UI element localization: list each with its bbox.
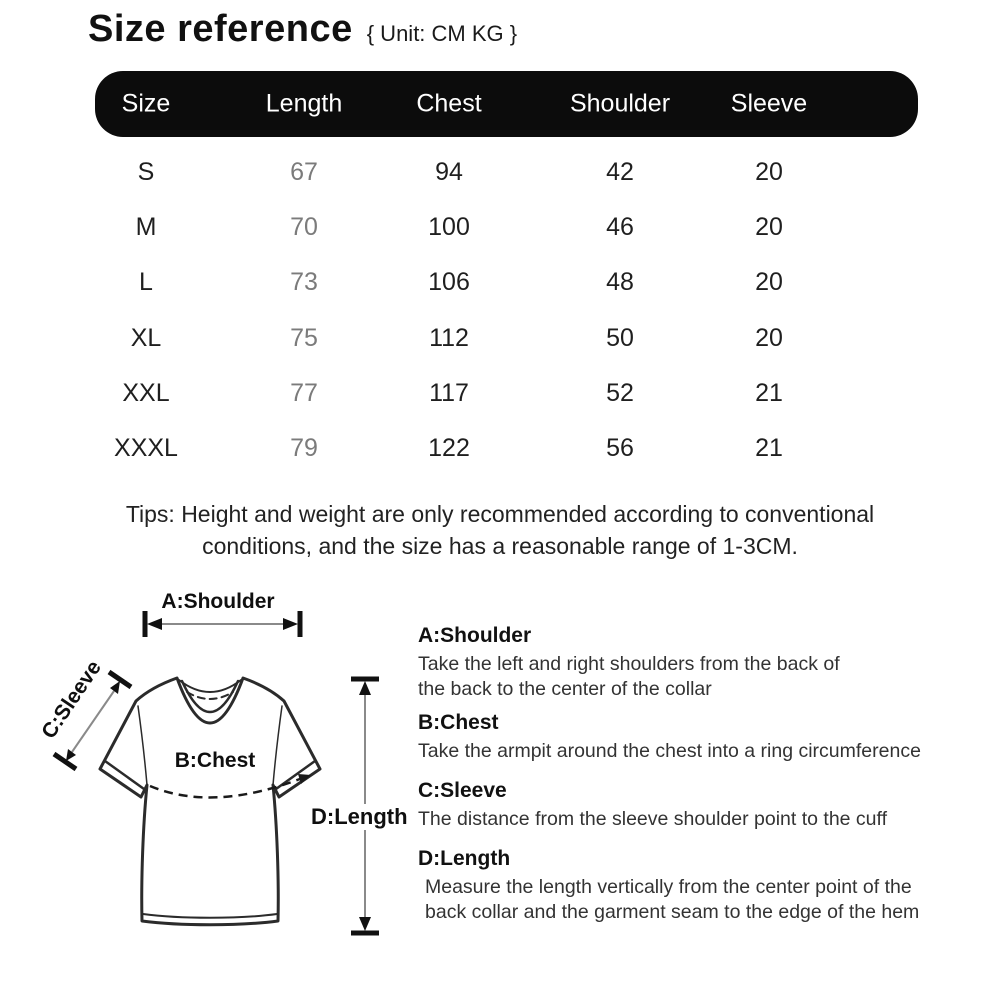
guide-desc-line: back collar and the garment seam to the edge of the hem bbox=[425, 901, 920, 923]
cell-size: XL bbox=[130, 324, 162, 352]
guide-heading: D:Length bbox=[418, 847, 511, 870]
cell-length: 73 bbox=[290, 268, 318, 296]
cell-chest: 94 bbox=[435, 158, 463, 186]
tshirt-outline bbox=[100, 678, 320, 925]
table-row bbox=[0, 152, 1000, 192]
cell-length: 67 bbox=[290, 158, 318, 186]
cell-chest: 117 bbox=[429, 379, 469, 407]
guide-desc-line: Take the left and right shoulders from the back of bbox=[418, 653, 840, 675]
cell-shoulder: 52 bbox=[606, 379, 634, 407]
guide-desc-line: Take the armpit around the chest into a ring circumference bbox=[418, 740, 921, 762]
table-row bbox=[0, 428, 1000, 468]
table-row bbox=[0, 262, 1000, 302]
cell-chest: 122 bbox=[428, 434, 470, 462]
header-cell-sleeve: Sleeve bbox=[730, 89, 808, 118]
cell-chest: 106 bbox=[428, 268, 470, 296]
cell-length: 75 bbox=[290, 324, 318, 352]
cell-size: L bbox=[139, 268, 153, 296]
unit-label: { Unit: CM KG } bbox=[366, 21, 518, 46]
guide-section-chest bbox=[418, 711, 978, 764]
tips-text-line1: Tips: Height and weight are only recommended according to conventional bbox=[125, 501, 875, 527]
cell-shoulder: 46 bbox=[606, 213, 634, 241]
page-title: Size reference bbox=[88, 8, 353, 50]
diagram-chest-label: B:Chest bbox=[174, 749, 256, 772]
cell-sleeve: 20 bbox=[755, 213, 783, 241]
page-title-row bbox=[88, 8, 517, 51]
diagram-length-label: D:Length bbox=[311, 804, 408, 829]
guide-section-shoulder bbox=[418, 624, 978, 702]
diagram-shoulder-label: A:Shoulder bbox=[161, 590, 275, 613]
cell-length: 79 bbox=[290, 434, 318, 462]
table-row bbox=[0, 318, 1000, 358]
table-row bbox=[0, 207, 1000, 247]
cell-sleeve: 20 bbox=[755, 158, 783, 186]
cell-size: XXXL bbox=[114, 434, 178, 462]
header-cell-length: Length bbox=[265, 89, 343, 118]
guide-desc-line: the back to the center of the collar bbox=[418, 678, 712, 700]
guide-heading: B:Chest bbox=[418, 711, 499, 734]
cell-chest: 112 bbox=[429, 324, 469, 352]
cell-shoulder: 56 bbox=[606, 434, 634, 462]
header-cell-chest: Chest bbox=[416, 89, 482, 118]
header-cell-shoulder: Shoulder bbox=[569, 89, 671, 118]
cell-chest: 100 bbox=[428, 213, 470, 241]
guide-section-sleeve bbox=[418, 779, 978, 832]
header-cell-size: Size bbox=[121, 89, 171, 118]
cell-sleeve: 21 bbox=[755, 434, 783, 462]
cell-size: S bbox=[137, 158, 155, 186]
cell-length: 70 bbox=[290, 213, 318, 241]
cell-length: 77 bbox=[290, 379, 318, 407]
cell-size: M bbox=[135, 213, 157, 241]
diagram-sleeve-label: C:Sleeve bbox=[37, 656, 106, 743]
size-table-header bbox=[95, 71, 918, 137]
guide-desc-line: The distance from the sleeve shoulder point to the cuff bbox=[418, 808, 887, 830]
cell-sleeve: 21 bbox=[755, 379, 783, 407]
cell-shoulder: 42 bbox=[606, 158, 634, 186]
cell-sleeve: 20 bbox=[755, 324, 783, 352]
cell-shoulder: 50 bbox=[606, 324, 634, 352]
guide-desc-line: Measure the length vertically from the center point of the bbox=[425, 876, 912, 898]
guide-heading: C:Sleeve bbox=[418, 779, 507, 802]
cell-sleeve: 20 bbox=[755, 268, 783, 296]
cell-size: XXL bbox=[122, 379, 170, 407]
cell-shoulder: 48 bbox=[606, 268, 634, 296]
guide-section-length bbox=[418, 847, 978, 925]
tips-text-line2: conditions, and the size has a reasonable range of 1-3CM. bbox=[202, 533, 798, 559]
table-row bbox=[0, 373, 1000, 413]
tshirt-measure-diagram bbox=[30, 580, 420, 980]
shoulder-measure-arrow bbox=[145, 611, 300, 637]
guide-heading: A:Shoulder bbox=[418, 624, 532, 647]
